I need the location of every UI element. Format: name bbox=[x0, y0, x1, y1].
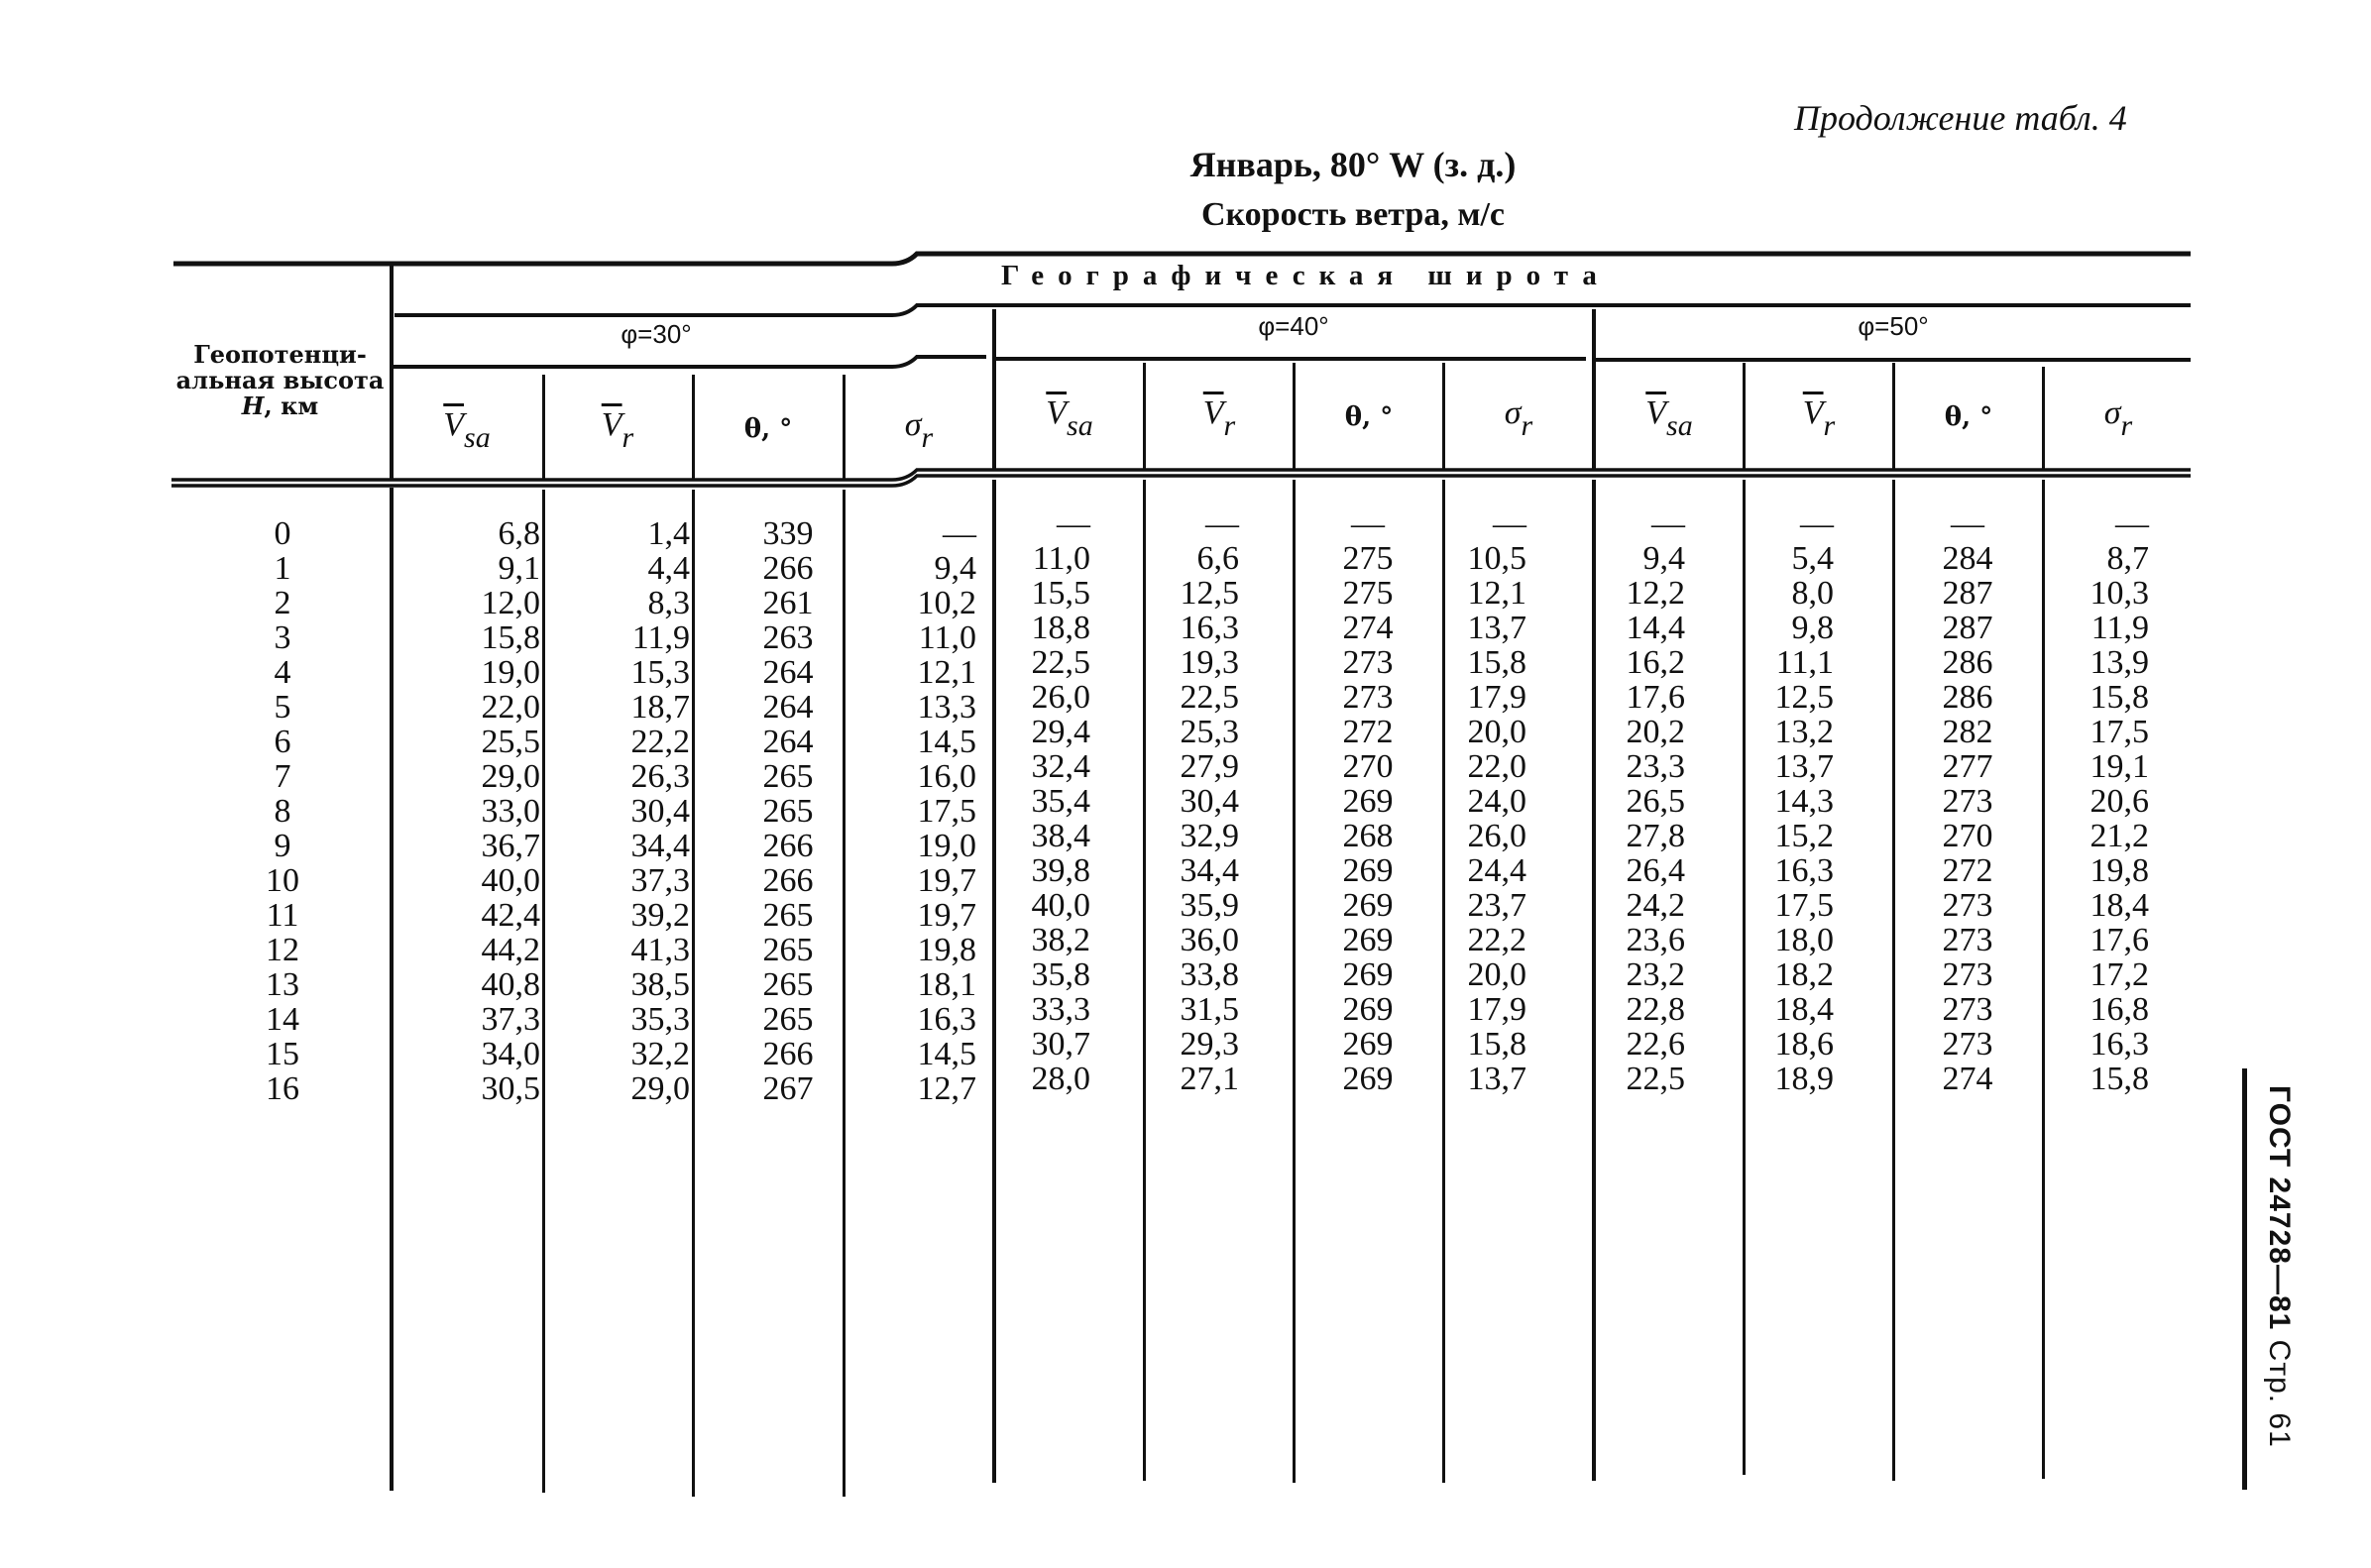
table-cell: 16,0 bbox=[917, 758, 976, 795]
table-cell: 27,9 bbox=[1180, 748, 1239, 785]
table-cell: 11,9 bbox=[631, 619, 690, 656]
table-cell: 19,7 bbox=[917, 897, 976, 934]
table-cell: 16,3 bbox=[1180, 610, 1239, 646]
table-cell: 266 bbox=[762, 550, 814, 587]
table-cell: 17,9 bbox=[1467, 679, 1526, 716]
table-cell: 269 bbox=[1342, 887, 1394, 924]
table-cell: 5,4 bbox=[1791, 540, 1834, 577]
height-cell: 0 bbox=[274, 515, 291, 552]
table-cell: 270 bbox=[1942, 818, 1993, 854]
table-cell: 15,8 bbox=[2089, 1061, 2149, 1097]
table-cell: 16,2 bbox=[1626, 644, 1685, 681]
page-number: Стр. 61 bbox=[2263, 1339, 2296, 1448]
table-cell: 265 bbox=[762, 966, 814, 1003]
table-cell: 266 bbox=[762, 862, 814, 899]
table-cell: 1,4 bbox=[647, 515, 690, 552]
table-cell: 28,0 bbox=[1031, 1061, 1090, 1097]
continuation-caption: Продолжение табл. 4 bbox=[1794, 98, 2127, 138]
table-cell: 15,8 bbox=[2089, 679, 2149, 716]
table-cell: 12,0 bbox=[481, 585, 540, 621]
table-cell: 13,7 bbox=[1467, 610, 1526, 646]
table-cell: 34,4 bbox=[630, 828, 690, 864]
table-cell: 35,4 bbox=[1031, 783, 1090, 820]
table-cell: 14,5 bbox=[917, 724, 976, 760]
table-cell: 286 bbox=[1942, 644, 1993, 681]
table-cell: 22,0 bbox=[481, 689, 540, 726]
table-cell: 38,4 bbox=[1031, 818, 1090, 854]
table-cell: 17,5 bbox=[2089, 714, 2149, 750]
table-cell: 26,4 bbox=[1626, 852, 1685, 889]
table-cell: 33,8 bbox=[1180, 956, 1239, 993]
table-cell: 27,1 bbox=[1180, 1061, 1239, 1097]
col-divider-body bbox=[542, 490, 545, 1493]
height-cell: 7 bbox=[274, 758, 291, 795]
table-cell: 264 bbox=[762, 689, 814, 726]
table-cell: 16,8 bbox=[2089, 991, 2149, 1028]
table-cell: 273 bbox=[1342, 644, 1394, 681]
table-cell: 269 bbox=[1342, 922, 1394, 958]
table-cell: 13,3 bbox=[917, 689, 976, 726]
table-cell: 26,0 bbox=[1031, 679, 1090, 716]
table-cell: 29,4 bbox=[1031, 714, 1090, 750]
table-cell: 269 bbox=[1342, 1061, 1394, 1097]
table-cell: 26,0 bbox=[1467, 818, 1526, 854]
column-header-vr-30: $\overline{V}_r$ bbox=[601, 406, 634, 454]
table-cell: 18,4 bbox=[2089, 887, 2149, 924]
table-cell: 24,4 bbox=[1467, 852, 1526, 889]
height-cell: 10 bbox=[266, 862, 299, 899]
table-cell: 18,8 bbox=[1031, 610, 1090, 646]
height-cell: 3 bbox=[274, 619, 291, 656]
column-header-vr-40: $\overline{V}_r$ bbox=[1202, 394, 1236, 442]
table-cell: 21,2 bbox=[2089, 818, 2149, 854]
table-cell: 22,5 bbox=[1031, 644, 1090, 681]
table-cell: 273 bbox=[1942, 922, 1993, 958]
table-cell: 16,3 bbox=[2089, 1026, 2149, 1063]
table-cell: 23,6 bbox=[1626, 922, 1685, 958]
height-cell: 8 bbox=[274, 793, 291, 830]
table-cell: 273 bbox=[1942, 991, 1993, 1028]
table-cell: 10,3 bbox=[2089, 575, 2149, 612]
table-cell: 266 bbox=[762, 1036, 814, 1072]
table-cell: 30,7 bbox=[1031, 1026, 1090, 1063]
table-cell: 26,5 bbox=[1626, 783, 1685, 820]
table-cell: 17,6 bbox=[2089, 922, 2149, 958]
table-cell: — bbox=[1205, 505, 1239, 542]
table-cell: 287 bbox=[1942, 610, 1993, 646]
table-cell: 273 bbox=[1942, 887, 1993, 924]
table-cell: 273 bbox=[1342, 679, 1394, 716]
height-cell: 13 bbox=[266, 966, 299, 1003]
table-cell: 39,8 bbox=[1031, 852, 1090, 889]
table-cell: 40,0 bbox=[1031, 887, 1090, 924]
table-cell: 25,5 bbox=[481, 724, 540, 760]
table-cell: 19,0 bbox=[481, 654, 540, 691]
table-cell: 30,4 bbox=[630, 793, 690, 830]
table-cell: 22,5 bbox=[1626, 1061, 1685, 1097]
table-cell: 12,1 bbox=[917, 654, 976, 691]
table-cell: 18,0 bbox=[1774, 922, 1834, 958]
table-cell: 34,4 bbox=[1180, 852, 1239, 889]
table-cell: 22,6 bbox=[1626, 1026, 1685, 1063]
table-cell: 11,9 bbox=[2090, 610, 2149, 646]
table-cell: 266 bbox=[762, 828, 814, 864]
table-cell: 15,3 bbox=[630, 654, 690, 691]
table-cell: 39,2 bbox=[630, 897, 690, 934]
standard-number: ГОСТ 24728—81 bbox=[2263, 1085, 2296, 1331]
table-cell: 261 bbox=[762, 585, 814, 621]
table-cell: 24,2 bbox=[1626, 887, 1685, 924]
table-cell: 16,3 bbox=[1774, 852, 1834, 889]
table-cell: 37,3 bbox=[481, 1001, 540, 1038]
table-cell: 24,0 bbox=[1467, 783, 1526, 820]
table-cell: 269 bbox=[1342, 1026, 1394, 1063]
table-cell: 33,0 bbox=[481, 793, 540, 830]
table-cell: 22,8 bbox=[1626, 991, 1685, 1028]
table-cell: 287 bbox=[1942, 575, 1993, 612]
column-header-vsa-40: $\overline{V}_{sa}$ bbox=[1046, 394, 1093, 442]
table-cell: 33,3 bbox=[1031, 991, 1090, 1028]
table-cell: 36,7 bbox=[481, 828, 540, 864]
table-cell: 15,8 bbox=[481, 619, 540, 656]
table-cell: 10,2 bbox=[917, 585, 976, 621]
table-cell: 9,4 bbox=[934, 550, 976, 587]
table-cell: 11,0 bbox=[918, 619, 976, 656]
table-cell: 35,9 bbox=[1180, 887, 1239, 924]
table-cell: 19,7 bbox=[917, 862, 976, 899]
side-margin-label bbox=[2262, 1085, 2296, 1448]
table-cell: 23,7 bbox=[1467, 887, 1526, 924]
table-cell: 12,7 bbox=[917, 1070, 976, 1107]
table-cell: 26,3 bbox=[630, 758, 690, 795]
table-cell: 17,5 bbox=[917, 793, 976, 830]
stub-divider-body bbox=[390, 488, 394, 1491]
table-cell: 35,3 bbox=[630, 1001, 690, 1038]
table-cell: 265 bbox=[762, 897, 814, 934]
table-cell: — bbox=[1493, 505, 1526, 542]
table-cell: 14,3 bbox=[1774, 783, 1834, 820]
height-cell: 11 bbox=[266, 897, 299, 934]
table-cell: 272 bbox=[1942, 852, 1993, 889]
table-cell: 17,5 bbox=[1774, 887, 1834, 924]
table-cell: 274 bbox=[1942, 1061, 1993, 1097]
table-cell: 25,3 bbox=[1180, 714, 1239, 750]
table-cell: — bbox=[1951, 505, 1984, 542]
table-cell: 44,2 bbox=[481, 932, 540, 968]
table-cell: 29,0 bbox=[630, 1070, 690, 1107]
table-cell: 38,5 bbox=[630, 966, 690, 1003]
table-cell: 270 bbox=[1342, 748, 1394, 785]
col-divider-body bbox=[1293, 480, 1296, 1483]
table-cell: — bbox=[1651, 505, 1685, 542]
table-cell: 13,9 bbox=[2089, 644, 2149, 681]
table-cell: 18,6 bbox=[1774, 1026, 1834, 1063]
table-cell: 31,5 bbox=[1180, 991, 1239, 1028]
table-cell: 8,3 bbox=[647, 585, 690, 621]
height-cell: 14 bbox=[266, 1001, 299, 1038]
table-cell: 8,0 bbox=[1791, 575, 1834, 612]
table-cell: 42,4 bbox=[481, 897, 540, 934]
stub-header-var: H bbox=[241, 392, 265, 420]
table-cell: 32,4 bbox=[1031, 748, 1090, 785]
table-cell: 40,8 bbox=[481, 966, 540, 1003]
table-cell: 265 bbox=[762, 932, 814, 968]
table-cell: — bbox=[2115, 505, 2149, 542]
table-cell: 275 bbox=[1342, 575, 1394, 612]
table-cell: 34,0 bbox=[481, 1036, 540, 1072]
height-cell: 6 bbox=[274, 724, 291, 760]
table-cell: 12,1 bbox=[1467, 575, 1526, 612]
table-cell: 13,7 bbox=[1774, 748, 1834, 785]
table-cell: 30,5 bbox=[481, 1070, 540, 1107]
table-cell: 277 bbox=[1942, 748, 1993, 785]
height-cell: 9 bbox=[274, 828, 291, 864]
height-cell: 12 bbox=[266, 932, 299, 968]
height-cell: 2 bbox=[274, 585, 291, 621]
table-cell: 19,8 bbox=[917, 932, 976, 968]
latitude-header-40: φ=40° bbox=[1258, 311, 1329, 341]
latitude-header-30: φ=30° bbox=[621, 319, 692, 349]
height-cell: 5 bbox=[274, 689, 291, 726]
table-cell: 30,4 bbox=[1180, 783, 1239, 820]
table-cell: 13,2 bbox=[1774, 714, 1834, 750]
table-cell: 32,2 bbox=[630, 1036, 690, 1072]
column-header-sigma-30: $\sigma_r$ bbox=[904, 406, 934, 454]
table-cell: 6,6 bbox=[1196, 540, 1239, 577]
table-cell: 18,9 bbox=[1774, 1061, 1834, 1097]
table-cell: 275 bbox=[1342, 540, 1394, 577]
height-cell: 15 bbox=[266, 1036, 299, 1072]
column-header-vr-50: $\overline{V}_r$ bbox=[1802, 394, 1836, 442]
group-header-latitude: Географическая широта bbox=[1001, 260, 1611, 291]
table-cell: 18,7 bbox=[630, 689, 690, 726]
table-cell: 14,4 bbox=[1626, 610, 1685, 646]
table-cell: 286 bbox=[1942, 679, 1993, 716]
table-cell: 12,5 bbox=[1180, 575, 1239, 612]
stub-header-unit: , км bbox=[264, 392, 319, 420]
table-cell: 15,8 bbox=[1467, 1026, 1526, 1063]
table-cell: 264 bbox=[762, 724, 814, 760]
table-title: Январь, 80° W (з. д.) bbox=[1189, 145, 1517, 184]
table-subtitle: Скорость ветра, м/с bbox=[1200, 196, 1506, 233]
table-cell: 32,9 bbox=[1180, 818, 1239, 854]
table-cell: 23,3 bbox=[1626, 748, 1685, 785]
latitude-header-50: φ=50° bbox=[1858, 311, 1929, 341]
side-margin-rule bbox=[2242, 1068, 2247, 1490]
table-cell: 269 bbox=[1342, 991, 1394, 1028]
col-divider-body bbox=[1892, 480, 1895, 1481]
table-cell: 269 bbox=[1342, 852, 1394, 889]
table-cell: 9,8 bbox=[1791, 610, 1834, 646]
table-cell: 23,2 bbox=[1626, 956, 1685, 993]
table-cell: 273 bbox=[1942, 956, 1993, 993]
table-cell: 29,3 bbox=[1180, 1026, 1239, 1063]
table-cell: 19,8 bbox=[2089, 852, 2149, 889]
table-cell: 18,4 bbox=[1774, 991, 1834, 1028]
table-cell: 273 bbox=[1942, 1026, 1993, 1063]
table-cell: 20,0 bbox=[1467, 714, 1526, 750]
table-cell: — bbox=[1057, 505, 1090, 542]
height-cell: 1 bbox=[274, 550, 291, 587]
table-cell: 11,0 bbox=[1032, 540, 1090, 577]
table-cell: 13,7 bbox=[1467, 1061, 1526, 1097]
table-cell: 19,0 bbox=[917, 828, 976, 864]
table-cell: 8,7 bbox=[2106, 540, 2149, 577]
table-cell: — bbox=[1351, 505, 1385, 542]
column-header-vsa-30: $\overline{V}_{sa}$ bbox=[443, 406, 491, 454]
height-cell: 16 bbox=[266, 1070, 299, 1107]
table-cell: 17,6 bbox=[1626, 679, 1685, 716]
table-cell: 263 bbox=[762, 619, 814, 656]
table-cell: 37,3 bbox=[630, 862, 690, 899]
table-cell: 339 bbox=[762, 515, 814, 552]
table-cell: 19,1 bbox=[2089, 748, 2149, 785]
table-cell: 19,3 bbox=[1180, 644, 1239, 681]
table-cell: 22,2 bbox=[630, 724, 690, 760]
col-divider-body bbox=[692, 490, 695, 1497]
table-cell: 9,4 bbox=[1642, 540, 1685, 577]
column-header-vsa-50: $\overline{V}_{sa}$ bbox=[1645, 394, 1693, 442]
table-cell: 40,0 bbox=[481, 862, 540, 899]
table-cell: 15,8 bbox=[1467, 644, 1526, 681]
stub-header-line1: Геопотенци- bbox=[193, 340, 367, 369]
table-cell: 17,2 bbox=[2089, 956, 2149, 993]
stub-header bbox=[173, 342, 387, 419]
table-cell: 282 bbox=[1942, 714, 1993, 750]
table-cell: 17,9 bbox=[1467, 991, 1526, 1028]
table-cell: 274 bbox=[1342, 610, 1394, 646]
table-cell: 264 bbox=[762, 654, 814, 691]
table-cell: 11,1 bbox=[1775, 644, 1834, 681]
table-cell: 265 bbox=[762, 1001, 814, 1038]
table-cell: 265 bbox=[762, 793, 814, 830]
table-cell: 18,2 bbox=[1774, 956, 1834, 993]
table-cell: 22,0 bbox=[1467, 748, 1526, 785]
table-cell: 284 bbox=[1942, 540, 1993, 577]
table-cell: 18,1 bbox=[917, 966, 976, 1003]
table-cell: 15,5 bbox=[1031, 575, 1090, 612]
table-cell: 9,1 bbox=[498, 550, 540, 587]
table-cell: 265 bbox=[762, 758, 814, 795]
table-cell: 15,2 bbox=[1774, 818, 1834, 854]
table-cell: 36,0 bbox=[1180, 922, 1239, 958]
table-cell: — bbox=[943, 515, 976, 552]
table-cell: 38,2 bbox=[1031, 922, 1090, 958]
table-cell: 27,8 bbox=[1626, 818, 1685, 854]
table-cell: 12,5 bbox=[1774, 679, 1834, 716]
table-cell: 12,2 bbox=[1626, 575, 1685, 612]
table-cell: 273 bbox=[1942, 783, 1993, 820]
table-cell: 272 bbox=[1342, 714, 1394, 750]
table-cell: 20,2 bbox=[1626, 714, 1685, 750]
table-cell: 41,3 bbox=[630, 932, 690, 968]
column-header-sigma-50: $\sigma_r$ bbox=[2103, 394, 2133, 442]
table-cell: 29,0 bbox=[481, 758, 540, 795]
table-cell: 6,8 bbox=[498, 515, 540, 552]
table-cell: 14,5 bbox=[917, 1036, 976, 1072]
height-cell: 4 bbox=[274, 654, 291, 691]
table-cell: 20,0 bbox=[1467, 956, 1526, 993]
table-cell: 16,3 bbox=[917, 1001, 976, 1038]
table-cell: 20,6 bbox=[2089, 783, 2149, 820]
table-cell: 269 bbox=[1342, 783, 1394, 820]
table-cell: 268 bbox=[1342, 818, 1394, 854]
table-cell: 22,2 bbox=[1467, 922, 1526, 958]
table-cell: — bbox=[1800, 505, 1834, 542]
table-cell: 4,4 bbox=[647, 550, 690, 587]
column-header-theta-50: θ, ° bbox=[1944, 402, 1993, 432]
table-cell: 22,5 bbox=[1180, 679, 1239, 716]
column-header-theta-40: θ, ° bbox=[1344, 402, 1394, 432]
table-cell: 267 bbox=[762, 1070, 814, 1107]
column-header-sigma-40: $\sigma_r$ bbox=[1504, 394, 1533, 442]
stub-header-line2: альная высота bbox=[175, 366, 385, 394]
table-cell: 10,5 bbox=[1467, 540, 1526, 577]
table-cell: 35,8 bbox=[1031, 956, 1090, 993]
table-cell: 269 bbox=[1342, 956, 1394, 993]
column-header-theta-30: θ, ° bbox=[743, 414, 793, 444]
